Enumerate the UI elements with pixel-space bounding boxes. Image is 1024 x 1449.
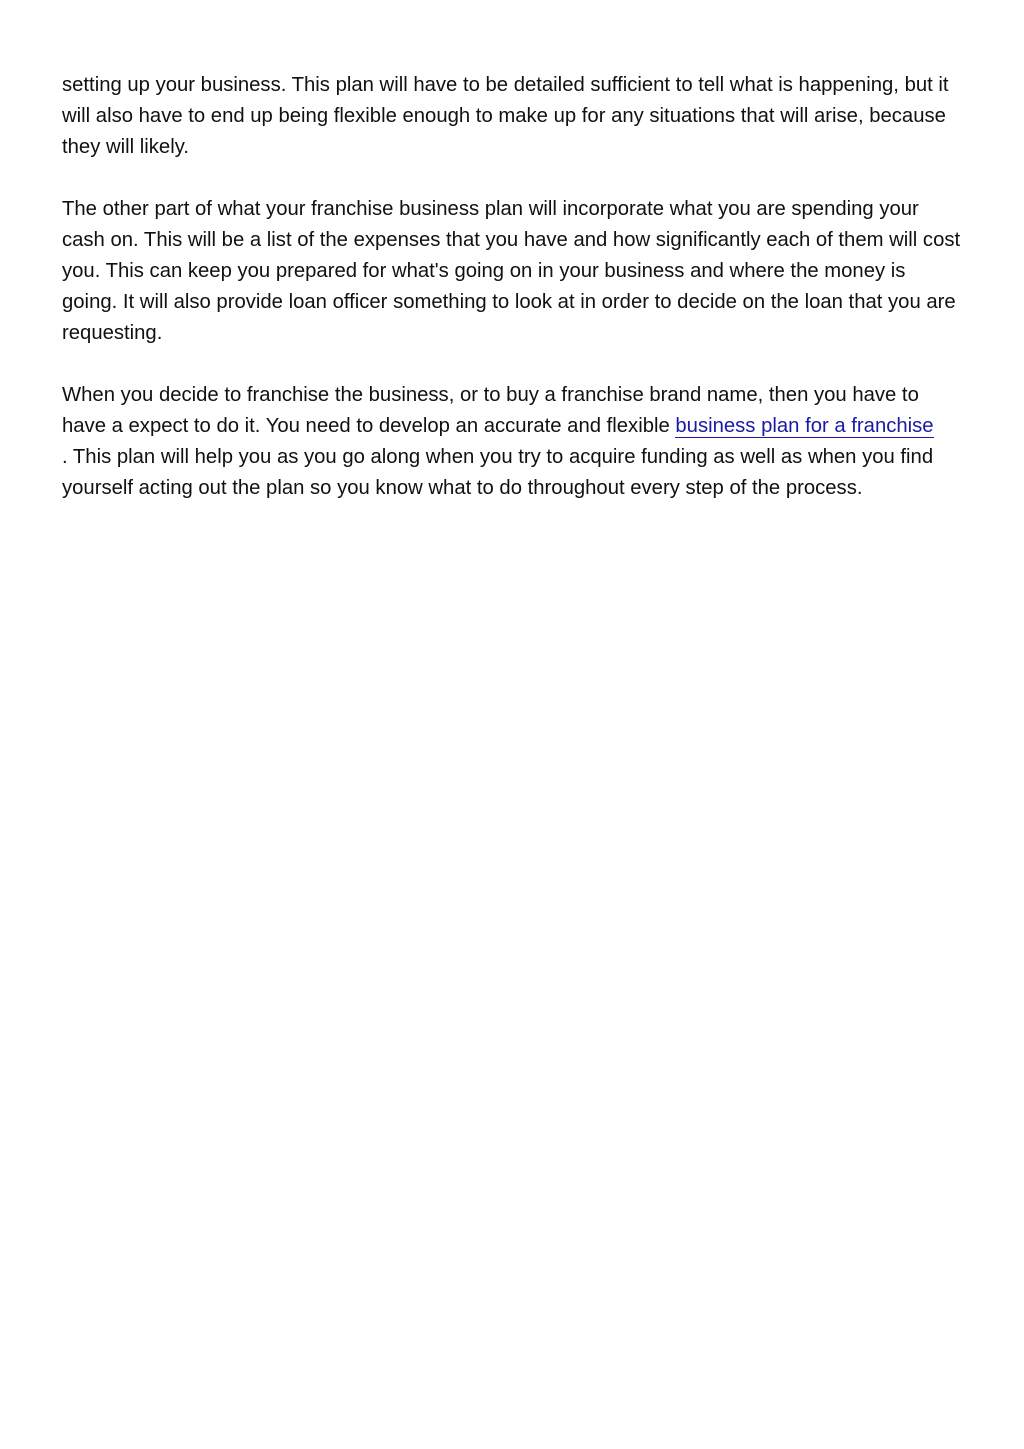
paragraph-3 [62,380,962,504]
paragraph-3-text-after: . This plan will help you as you go along when you try to acquire funding as well as when you find yourself acting out the plan so you know what to do throughout every step of the process. [62,446,934,499]
paragraph-1: setting up your business. This plan will have to be detailed sufficient to tell what is happening, but it will also have to end up being flexible enough to make up for any situations that will arise, because they will likely. [62,74,949,158]
document-page [62,70,962,535]
paragraph-2: The other part of what your franchise business plan will incorporate what you are spending your cash on. This will be a list of the expenses that you have and how significantly each of them will cost you. This can keep you prepared for what's going on in your business and where the money is going. It will also provide loan officer something to look at in order to decide on the loan that you are requesting. [62,198,961,344]
business-plan-link[interactable]: business plan for a franchise [675,415,934,437]
paragraph-3-text-before: When you decide to franchise the business, or to buy a franchise brand name, then you have to have a expect to do it. You need to develop an accurate and flexible [62,384,919,437]
